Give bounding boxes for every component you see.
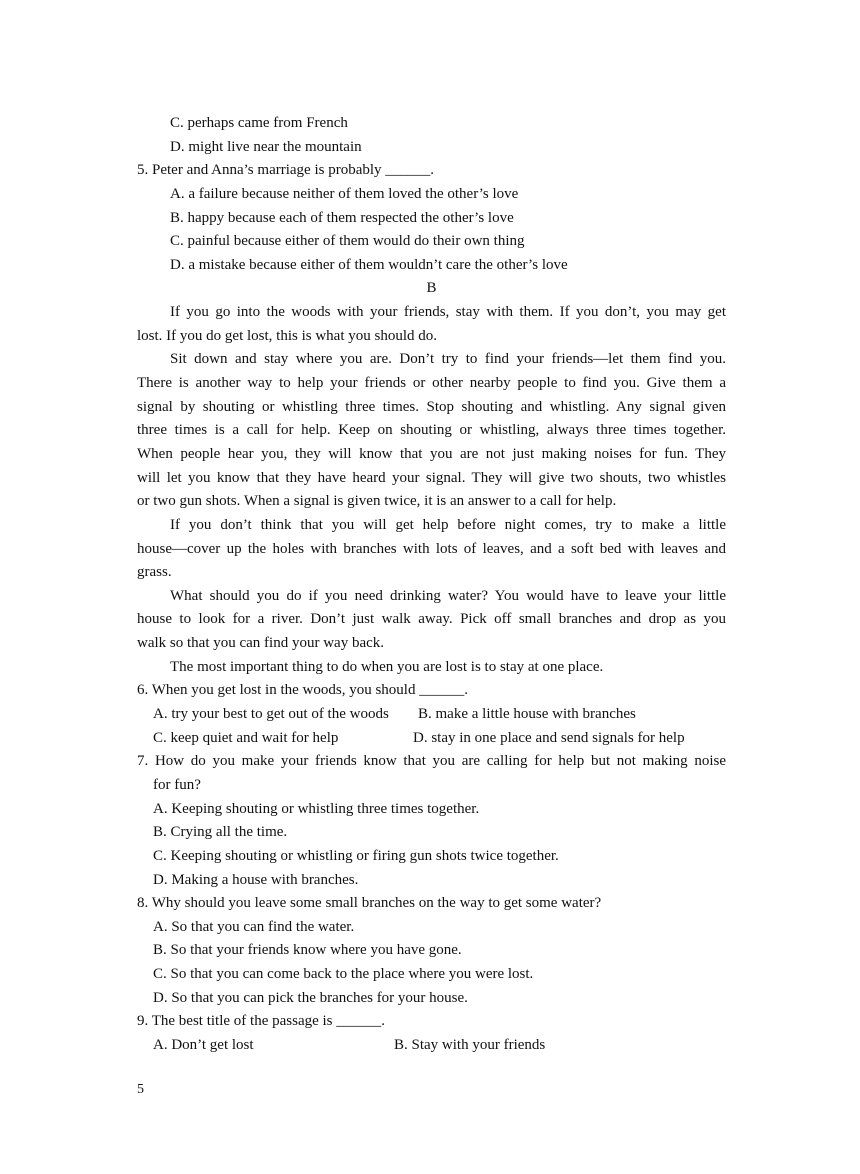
- option-text: D. might live near the mountain: [170, 138, 362, 155]
- paragraph-line: three times is a call for help. Keep on shouting or whistling, always three times together.: [137, 422, 726, 439]
- paragraph-line: There is another way to help your friends or other nearby people to find you. Give them a: [137, 375, 726, 392]
- option-text: D. stay in one place and send signals for help: [413, 729, 685, 746]
- option-text: C. keep quiet and wait for help: [153, 729, 339, 746]
- option-text: D. Making a house with branches.: [153, 871, 359, 888]
- section-heading: B: [426, 280, 437, 297]
- option-text: C. perhaps came from French: [170, 115, 348, 131]
- document-body: [137, 112, 726, 1058]
- paragraph-line: When people hear you, they will know that you are not just making noises for fun. They: [137, 445, 726, 462]
- option-text: C. Keeping shouting or whistling or firing gun shots twice together.: [153, 847, 559, 864]
- question-text: 9. The best title of the passage is ______.: [137, 1013, 386, 1030]
- option-text: C. painful because either of them would do their own thing: [170, 233, 525, 250]
- paragraph-line: house—cover up the holes with branches with lots of leaves, and a soft bed with leaves and: [137, 540, 726, 557]
- paragraph-line: signal by shouting or whistling three times. Stop shouting and whistling. Any signal given: [137, 398, 726, 415]
- paragraph-line: 7. How do you make your friends know that you are calling for help but not making noise: [137, 753, 726, 770]
- paragraph-line: lost. If you do get lost, this is what you should do.: [137, 327, 437, 344]
- option-text: B. happy because each of them respected the other’s love: [170, 209, 514, 226]
- option-text: B. make a little house with branches: [418, 706, 636, 723]
- question-text: 8. Why should you leave some small branches on the way to get some water?: [137, 895, 602, 912]
- paragraph-line: Sit down and stay where you are. Don’t try to find your friends—let them find you.: [170, 351, 726, 368]
- question-text: 6. When you get lost in the woods, you should ______.: [137, 682, 468, 699]
- paragraph-line: What should you do if you need drinking water? You would have to leave your little: [170, 587, 726, 604]
- paragraph-line: If you don’t think that you will get help before night comes, try to make a little: [170, 516, 726, 533]
- paragraph-line: If you go into the woods with your friends, stay with them. If you don’t, you may get: [170, 304, 726, 321]
- page-number: 5: [137, 1082, 144, 1097]
- paragraph-line: walk so that you can find your way back.: [137, 635, 385, 652]
- question-text: for fun?: [153, 776, 201, 793]
- paragraph-line: house to look for a river. Don’t just walk away. Pick off small branches and drop as you: [137, 611, 726, 628]
- options-row: [137, 1034, 726, 1058]
- option-text: A. Keeping shouting or whistling three times together.: [153, 800, 480, 817]
- option-text: A. a failure because neither of them loved the other’s love: [170, 185, 519, 202]
- option-text: C. So that you can come back to the place where you were lost.: [153, 966, 534, 983]
- option-text: A. try your best to get out of the woods: [153, 706, 389, 723]
- paragraph-line: grass.: [137, 564, 172, 581]
- options-row: [137, 727, 726, 751]
- paragraph-line: The most important thing to do when you are lost is to stay at one place.: [170, 658, 604, 675]
- options-row: [137, 703, 726, 727]
- option-text: A. So that you can find the water.: [153, 918, 355, 935]
- paragraph-line: will let you know that they have heard your signal. They will give two shouts, two whistles: [137, 469, 726, 486]
- option-text: B. So that your friends know where you have gone.: [153, 942, 462, 959]
- option-text: D. a mistake because either of them wouldn’t care the other’s love: [170, 256, 568, 273]
- paragraph-line: or two gun shots. When a signal is given twice, it is an answer to a call for help.: [137, 493, 617, 510]
- option-text: A. Don’t get lost: [153, 1036, 254, 1053]
- option-text: D. So that you can pick the branches for your house.: [153, 989, 468, 1006]
- option-text: B. Stay with your friends: [394, 1036, 546, 1053]
- option-text: B. Crying all the time.: [153, 824, 288, 841]
- question-text: 5. Peter and Anna’s marriage is probably ______.: [137, 162, 435, 179]
